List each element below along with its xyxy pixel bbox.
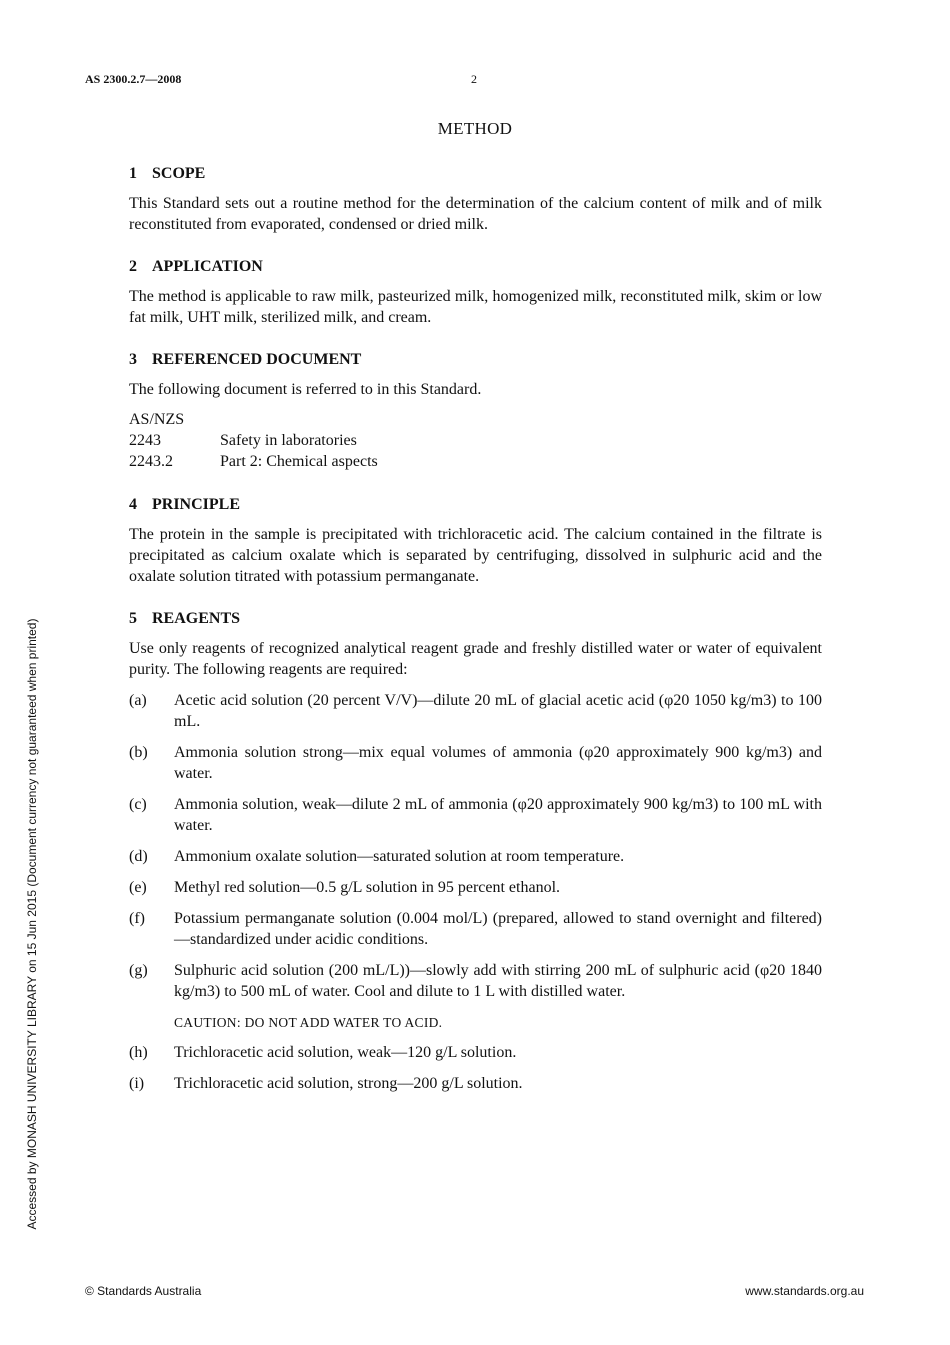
section-title: SCOPE bbox=[152, 165, 206, 182]
reagent-text: Ammonia solution strong—mix equal volumes of ammonia (φ20 approximately 900 kg/m3) and water. bbox=[174, 744, 822, 782]
section-number: 5 bbox=[129, 610, 137, 627]
reference-code: 2243.2 bbox=[129, 453, 173, 470]
reference-title: Part 2: Chemical aspects bbox=[220, 453, 378, 470]
reagent-item bbox=[129, 877, 822, 898]
section-number: 4 bbox=[129, 496, 137, 513]
section-heading-principle bbox=[129, 494, 822, 515]
page-title: METHOD bbox=[437, 119, 513, 138]
reagent-text: Sulphuric acid solution (200 mL/L))—slowly add with stirring 200 mL of sulphuric acid (φ20 1840 kg/m3) to 500 mL of water. Cool and dilute to 1 L with distilled water. bbox=[174, 962, 822, 1000]
principle-text: The protein in the sample is precipitated with trichloracetic acid. The calcium contained in the filtrate is precipitated as calcium oxalate which is separated by centrifuging, dissolved in sulphuric acid and the oxalate solution titrated with potassium permanganate. bbox=[129, 526, 822, 585]
reagent-text: Trichloracetic acid solution, strong—200 g/L solution. bbox=[174, 1075, 523, 1092]
reference-title: Safety in laboratories bbox=[220, 432, 357, 449]
reagent-label: (a) bbox=[129, 692, 147, 709]
section-number: 1 bbox=[129, 165, 137, 182]
reference-code: 2243 bbox=[129, 432, 161, 449]
referenced-intro: The following document is referred to in this Standard. bbox=[129, 381, 482, 398]
section-title: REFERENCED DOCUMENT bbox=[152, 351, 362, 368]
reference-org: AS/NZS bbox=[129, 411, 185, 428]
reagents-intro: Use only reagents of recognized analytical reagent grade and freshly distilled water or water of equivalent purity. The following reagents are required: bbox=[129, 640, 822, 678]
reagent-text: Methyl red solution—0.5 g/L solution in 95 percent ethanol. bbox=[174, 879, 561, 896]
reagent-item bbox=[129, 960, 822, 1002]
section-heading-referenced bbox=[129, 349, 822, 370]
footer-website: www.standards.org.au bbox=[745, 1284, 864, 1298]
reagent-label: (c) bbox=[129, 796, 147, 813]
section-title: REAGENTS bbox=[152, 610, 241, 627]
reagent-label: (h) bbox=[129, 1044, 148, 1061]
standard-id: AS 2300.2.7—2008 bbox=[85, 72, 182, 86]
reagent-item bbox=[129, 690, 822, 732]
reagent-label: (i) bbox=[129, 1075, 145, 1092]
section-heading-application bbox=[129, 256, 822, 277]
page-number: 2 bbox=[471, 72, 477, 86]
application-text: The method is applicable to raw milk, pasteurized milk, homogenized milk, reconstituted milk, skim or low fat milk, UHT milk, sterilized milk, and cream. bbox=[129, 288, 822, 326]
reference-row bbox=[129, 451, 822, 472]
section-title: PRINCIPLE bbox=[152, 496, 241, 513]
reagent-text: Potassium permanganate solution (0.004 mol/L) (prepared, allowed to stand overnight and filtered)—standardized under acidic conditions. bbox=[174, 910, 822, 948]
reagent-label: (d) bbox=[129, 848, 148, 865]
reagent-item bbox=[129, 908, 822, 950]
reference-row bbox=[129, 430, 822, 451]
reagent-text: Ammonia solution, weak—dilute 2 mL of ammonia (φ20 approximately 900 kg/m3) to 100 mL with water. bbox=[174, 796, 822, 834]
reagent-text: Trichloracetic acid solution, weak—120 g/L solution. bbox=[174, 1044, 517, 1061]
scope-text: This Standard sets out a routine method for the determination of the calcium content of milk and of milk reconstituted from evaporated, condensed or dried milk. bbox=[129, 195, 822, 233]
caution-note: CAUTION: DO NOT ADD WATER TO ACID. bbox=[174, 1015, 443, 1030]
reagent-label: (g) bbox=[129, 962, 148, 979]
section-heading-scope bbox=[129, 163, 822, 184]
section-number: 3 bbox=[129, 351, 137, 368]
section-number: 2 bbox=[129, 258, 137, 275]
document-body bbox=[129, 163, 822, 1104]
footer-copyright: © Standards Australia bbox=[85, 1284, 202, 1298]
reagent-label: (f) bbox=[129, 910, 145, 927]
section-title: APPLICATION bbox=[152, 258, 263, 275]
reagent-item bbox=[129, 1073, 822, 1094]
reagent-text: Ammonium oxalate solution—saturated solution at room temperature. bbox=[174, 848, 625, 865]
reagent-label: (b) bbox=[129, 744, 148, 761]
reagent-item bbox=[129, 1042, 822, 1063]
reagent-item bbox=[129, 794, 822, 836]
section-heading-reagents bbox=[129, 608, 822, 629]
reference-list bbox=[129, 409, 822, 472]
reagent-item bbox=[129, 742, 822, 784]
access-watermark: Accessed by MONASH UNIVERSITY LIBRARY on 15 Jun 2015 (Document currency not guaranteed when printed) bbox=[25, 618, 39, 1230]
reagent-label: (e) bbox=[129, 879, 147, 896]
reagent-text: Acetic acid solution (20 percent V/V)—dilute 20 mL of glacial acetic acid (φ20 1050 kg/m3) to 100 mL. bbox=[174, 692, 822, 730]
reagent-item bbox=[129, 846, 822, 867]
